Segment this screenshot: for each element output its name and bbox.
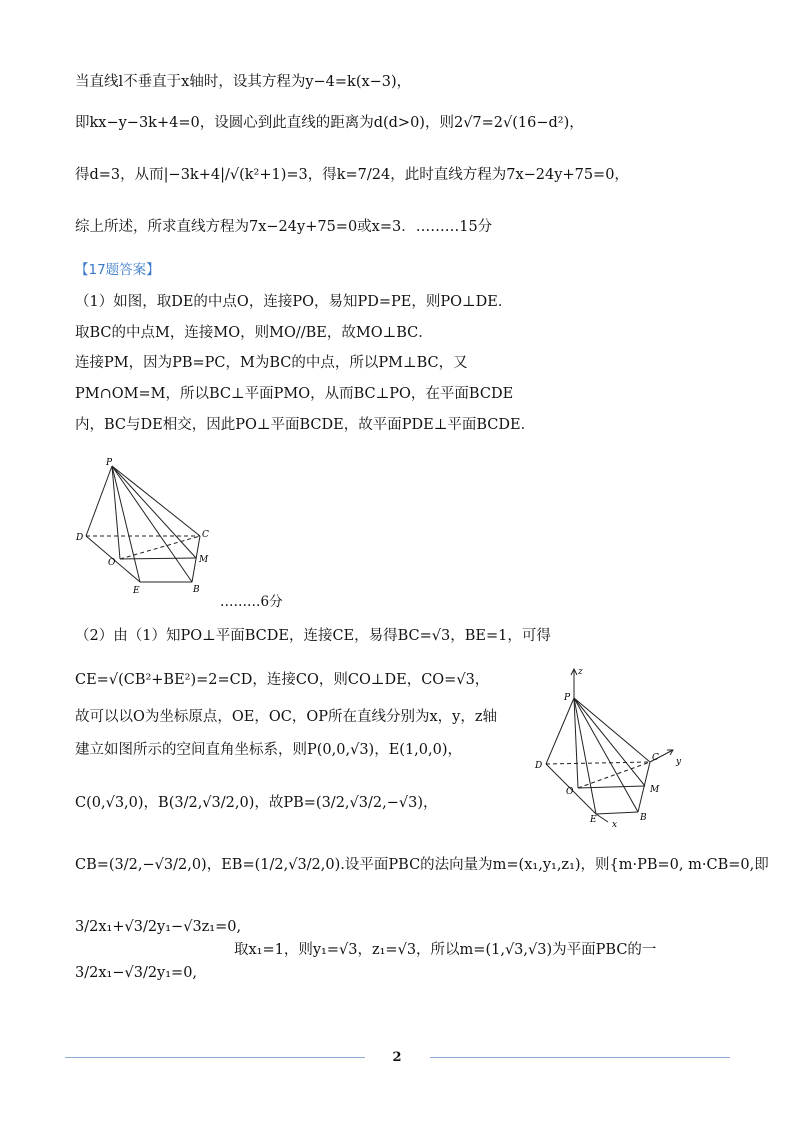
part1-line5: 内，BC与DE相交，因此PO⊥平面BCDE，故平面PDE⊥平面BCDE． (75, 417, 536, 433)
part1-line4: PM∩OM=M，所以BC⊥平面PMO，从而BC⊥PO，在平面BCDE (75, 386, 514, 402)
part2-line4: 建立如图所示的空间直角坐标系，则P(0,0,√3)，E(1,0,0)， (75, 742, 462, 758)
part2-line3: 故可以以O为坐标原点，OE，OC，OP所在直线分别为x，y，z轴 (75, 709, 497, 725)
part2-line6: CB=(3/2,−√3/2,0)，EB=(1/2,√3/2,0).设平面PBC的法向量为m=(x₁,y₁,z₁)，则{m·PB=0, m·CB=0,即 (75, 857, 769, 873)
label-E2: E (590, 815, 597, 825)
label-O: O (108, 558, 116, 568)
pyramid-figure-1 (72, 452, 217, 601)
solution16-line2: 即kx−y−3k+4=0，设圆心到此直线的距离为d(d>0)，则2√7=2√(16−d²)， (75, 115, 584, 131)
part2-line2: CE=√(CB²+BE²)=2=CD，连接CO，则CO⊥DE，CO=√3， (75, 672, 490, 688)
part2-line5: C(0,√3,0)，B(3/2,√3/2,0)，故PB=(3/2,√3/2,−√3)， (75, 795, 438, 811)
part2-system-eq1: 3/2x₁+√3/2y₁−√3z₁=0, (75, 919, 242, 935)
pyramid-figure-2 (528, 662, 688, 834)
label-E: E (133, 586, 140, 596)
label-y: y (676, 757, 682, 767)
label-D2: D (535, 761, 543, 771)
label-P2: P (564, 693, 571, 703)
label-P: P (106, 458, 113, 468)
label-B2: B (640, 813, 647, 823)
part1-line2: 取BC的中点M，连接MO，则MO//BE，故MO⊥BC． (75, 325, 433, 341)
part1-line3: 连接PM，因为PB=PC，M为BC的中点，所以PM⊥BC，又 (75, 355, 468, 371)
page-number: 2 (392, 1050, 402, 1065)
solution16-line1: 当直线l不垂直于x轴时，设其方程为y−4=k(x−3)， (75, 74, 412, 90)
label-z: z (578, 667, 583, 677)
label-C: C (202, 530, 209, 540)
label-O2: O (566, 787, 574, 797)
label-x: x (612, 820, 618, 830)
label-M2: M (650, 785, 660, 795)
label-C2: C (652, 753, 659, 763)
part2-system-eq2: 3/2x₁−√3/2y₁=0, (75, 965, 198, 981)
label-B: B (193, 585, 200, 595)
part2-line7: 取x₁=1，则y₁=√3，z₁=√3，所以m=(1,√3,√3)为平面PBC的一 (234, 942, 657, 958)
question17-heading: 【17题答案】 (75, 262, 160, 278)
part1-score: ………6分 (220, 594, 283, 610)
part2-line1: （2）由（1）知PO⊥平面BCDE，连接CE，易得BC=√3，BE=1，可得 (75, 628, 551, 644)
label-D: D (76, 533, 84, 543)
part1-line1: （1）如图，取DE的中点O，连接PO，易知PD=PE，则PO⊥DE． (75, 294, 513, 310)
solution16-line4: 综上所述，所求直线方程为7x−24y+75=0或x=3．………15分 (75, 219, 493, 235)
label-M: M (199, 555, 209, 565)
solution16-line3: 得d=3，从而|−3k+4|/√(k²+1)=3，得k=7/24，此时直线方程为7x−24y+75=0， (75, 167, 629, 183)
